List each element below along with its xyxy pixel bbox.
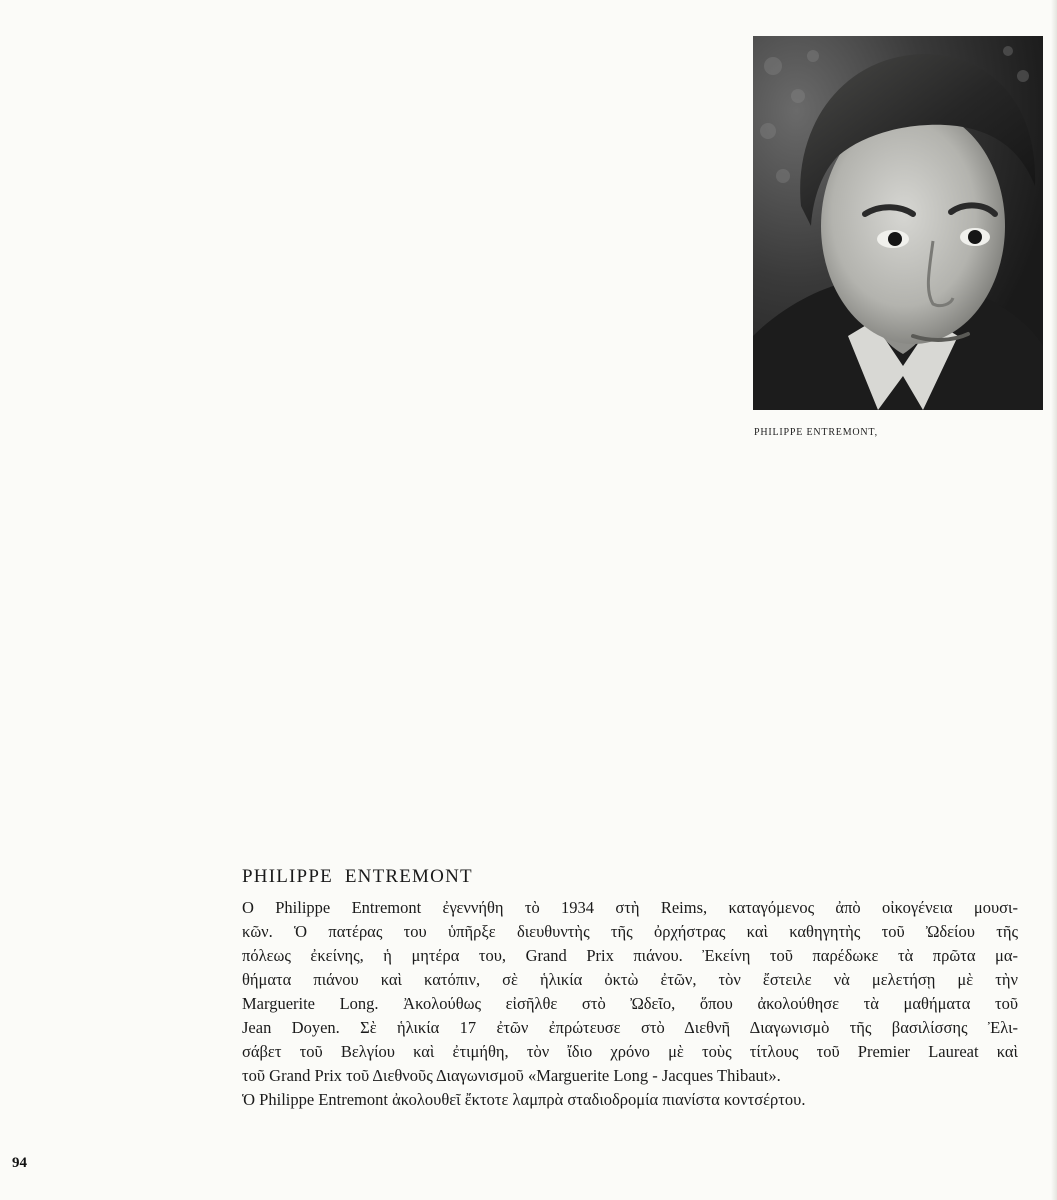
photo-caption: PHILIPPE ENTREMONT,: [754, 427, 878, 438]
body-line: O Philippe Entremont ἐγεννήθη τὸ 1934 στὴ Reims, καταγόμενος ἀπὸ οἰκογένεια μουσι-: [242, 898, 1018, 917]
article-body: [242, 896, 1018, 1112]
portrait-photo: [753, 36, 1043, 410]
portrait-image: [753, 36, 1043, 410]
body-line: Ὁ Philippe Entremont ἀκολουθεῖ ἔκτοτε λαμπρὰ σταδιοδρομία πιανίστα κοντσέρτου.: [242, 1090, 806, 1109]
article-title: PHILIPPE ENTREMONT: [242, 866, 473, 887]
body-line: τοῦ Grand Prix τοῦ Διεθνοῦς Διαγωνισμοῦ «Marguerite Long - Jacques Thibaut».: [242, 1066, 781, 1085]
body-line: Jean Doyen. Σὲ ἡλικία 17 ἐτῶν ἐπρώτευσε στὸ Διεθνῆ Διαγωνισμὸ τῆς βασιλίσσης Ἐλι-: [242, 1018, 1018, 1037]
body-line: κῶν. Ὁ πατέρας του ὑπῆρξε διευθυντὴς τῆς ὀρχήστρας καὶ καθηγητὴς τοῦ Ὠδείου τῆς: [242, 922, 1018, 941]
body-line: Marguerite Long. Ἀκολούθως εἰσῆλθε στὸ Ὠδεῖο, ὅπου ἀκολούθησε τὰ μαθήματα τοῦ: [242, 994, 1018, 1013]
page-edge: [1051, 0, 1057, 1200]
body-line: σάβετ τοῦ Βελγίου καὶ ἐτιμήθη, τὸν ἴδιο χρόνο μὲ τοὺς τίτλους τοῦ Premier Laureat καὶ: [242, 1042, 1018, 1061]
body-line: θήματα πιάνου καὶ κατόπιν, σὲ ἡλικία ὀκτὼ ἐτῶν, τὸν ἔστειλε νὰ μελετήσῃ μὲ τὴν: [242, 970, 1018, 989]
page-number: 94: [12, 1155, 27, 1171]
article: [242, 866, 1018, 1112]
body-line: πόλεως ἐκείνης, ἡ μητέρα του, Grand Prix πιάνου. Ἐκείνη τοῦ παρέδωκε τὰ πρῶτα μα-: [242, 946, 1018, 965]
